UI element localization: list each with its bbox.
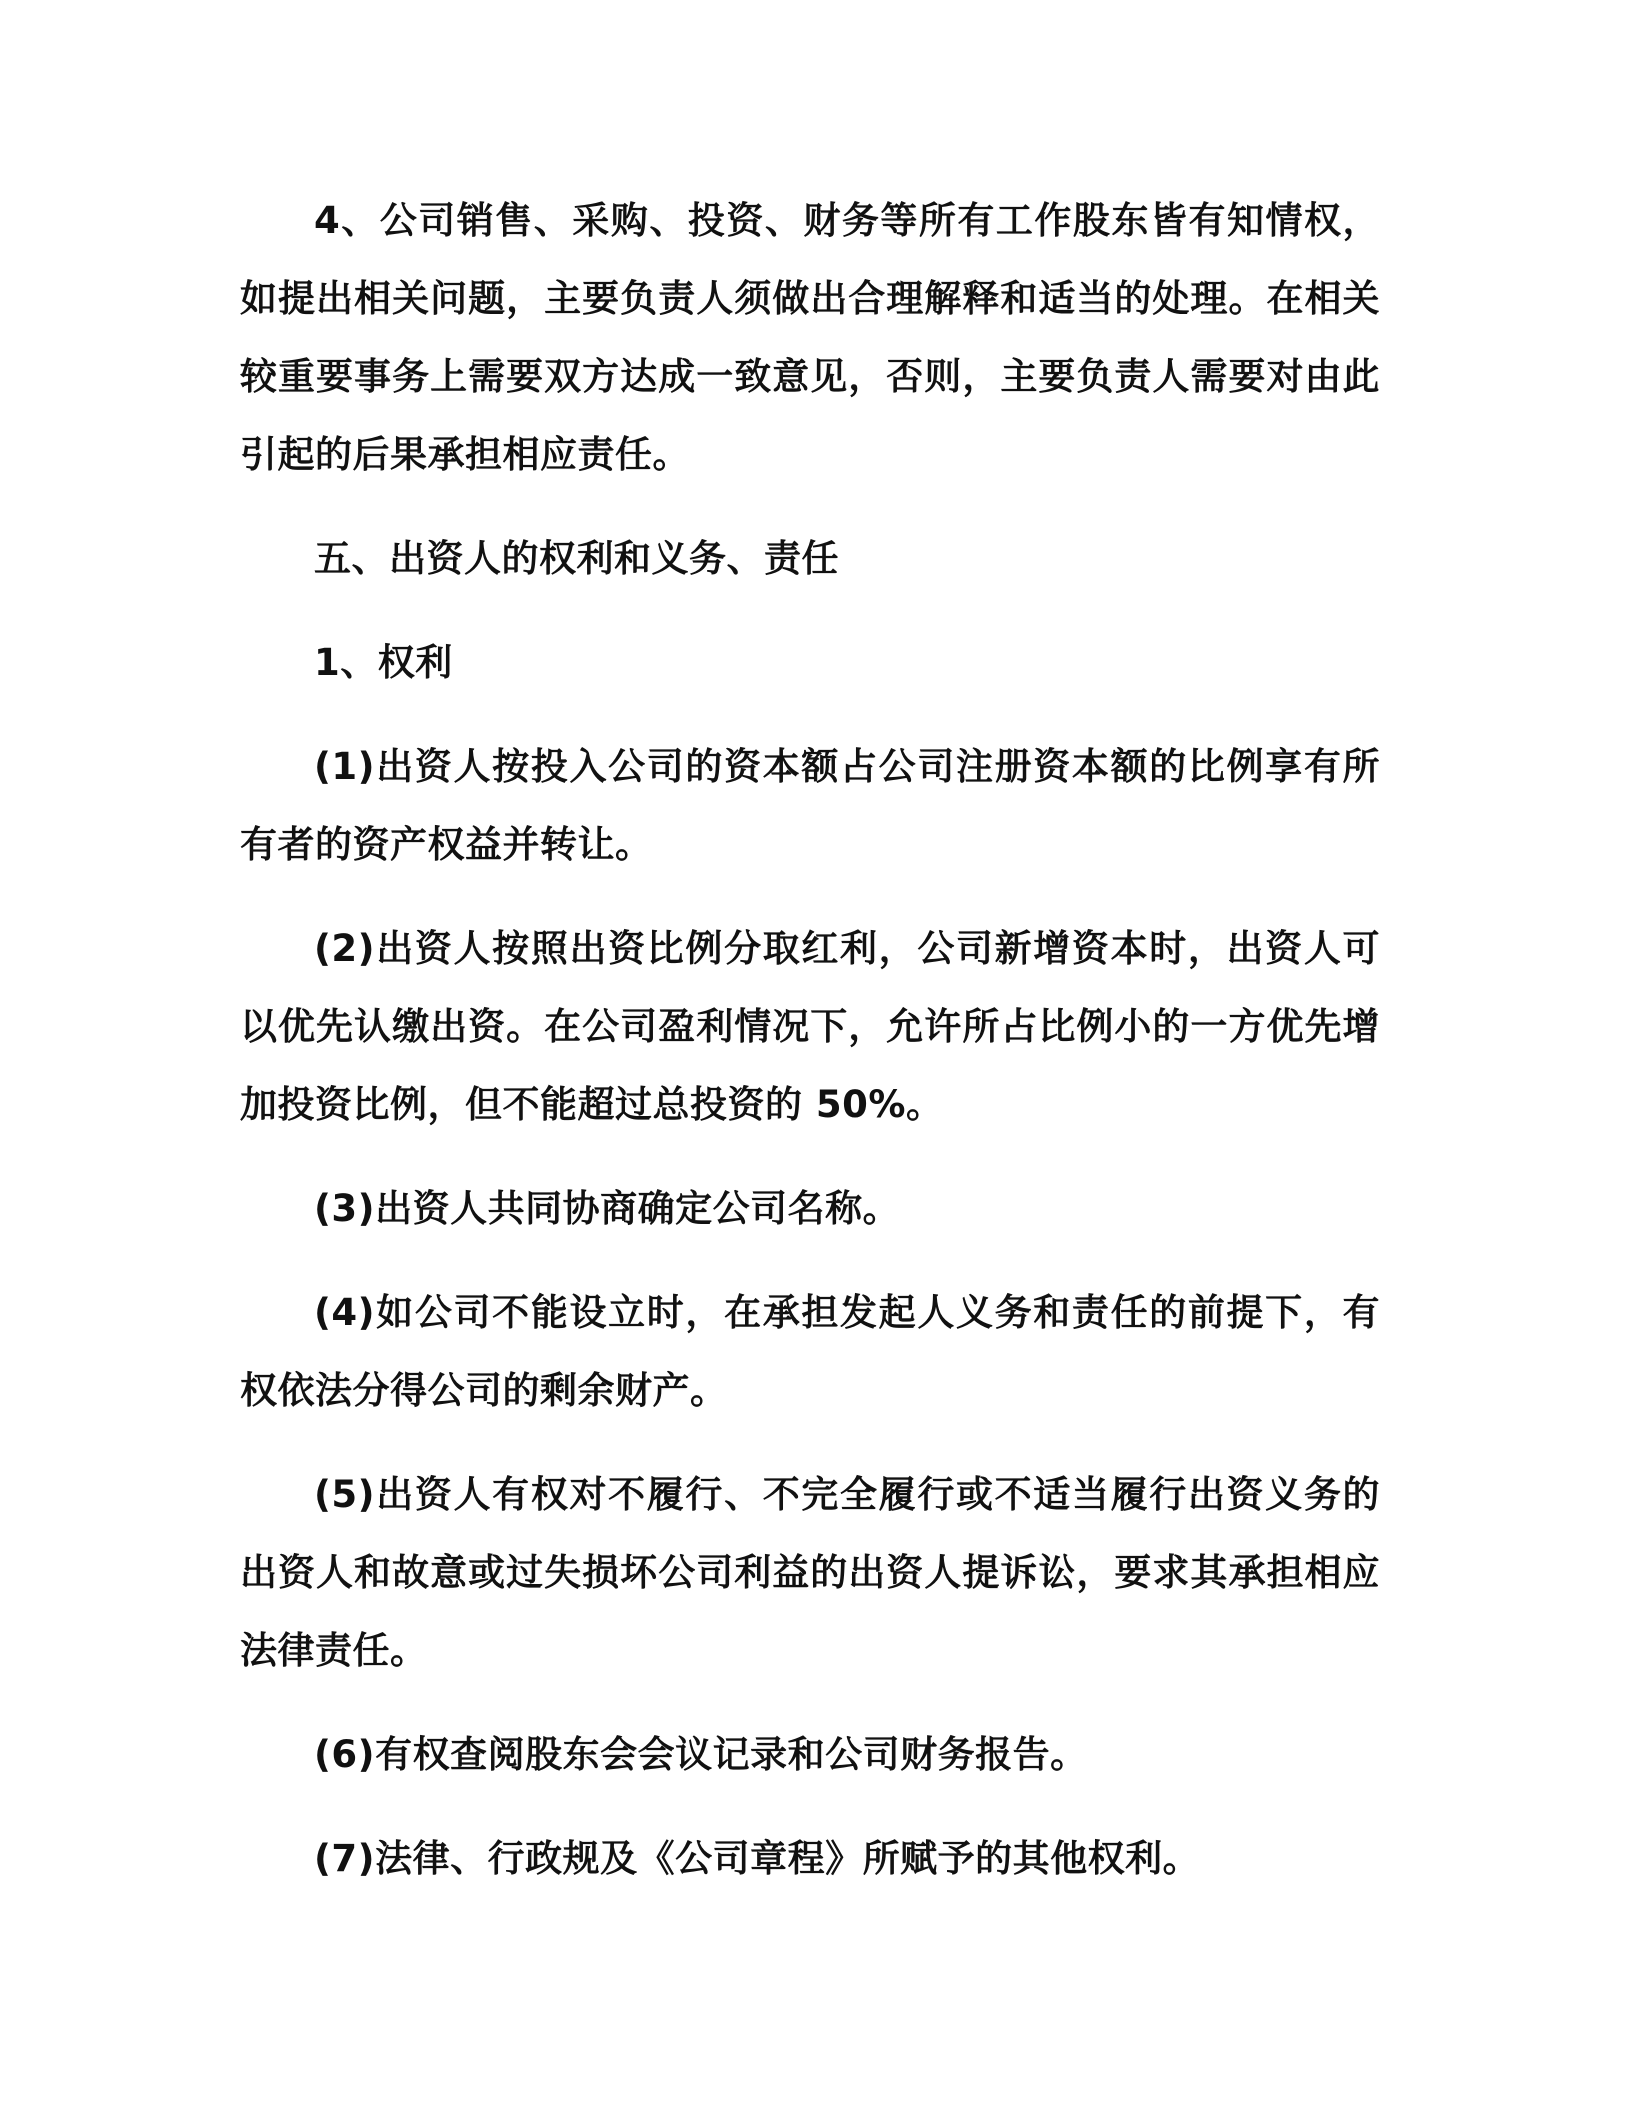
subheading-rights: 1、权利 (314, 641, 453, 684)
section-heading-investor-rights-obligations: 五、出资人的权利和义务、责任 (314, 537, 839, 580)
paragraph-right-5: (5)出资人有权对不履行、不完全履行或不适当履行出资义务的出资人和故意或过失损坏公司利益的出资人提诉讼，要求其承担相应法律责任。 (240, 1473, 1380, 1672)
paragraph-shareholder-right-to-know: 4、公司销售、采购、投资、财务等所有工作股东皆有知情权，如提出相关问题，主要负责人须做出合理解释和适当的处理。在相关较重要事务上需要双方达成一致意见，否则，主要负责人需要对由此引起的后果承担相应责任。 (240, 199, 1380, 476)
paragraph-right-3: (3)出资人共同协商确定公司名称。 (314, 1187, 901, 1230)
paragraph-right-6: (6)有权查阅股东会会议记录和公司财务报告。 (314, 1733, 1088, 1776)
paragraph-right-1: (1)出资人按投入公司的资本额占公司注册资本额的比例享有所有者的资产权益并转让。 (240, 745, 1380, 866)
paragraph-right-7: (7)法律、行政规及《公司章程》所赋予的其他权利。 (314, 1837, 1201, 1880)
document-body (240, 182, 1380, 1898)
paragraph-right-4: (4)如公司不能设立时，在承担发起人义务和责任的前提下，有权依法分得公司的剩余财产。 (240, 1291, 1380, 1412)
paragraph-right-2: (2)出资人按照出资比例分取红利，公司新增资本时，出资人可以优先认缴出资。在公司盈利情况下，允许所占比例小的一方优先增加投资比例，但不能超过总投资的 50%。 (240, 927, 1380, 1126)
